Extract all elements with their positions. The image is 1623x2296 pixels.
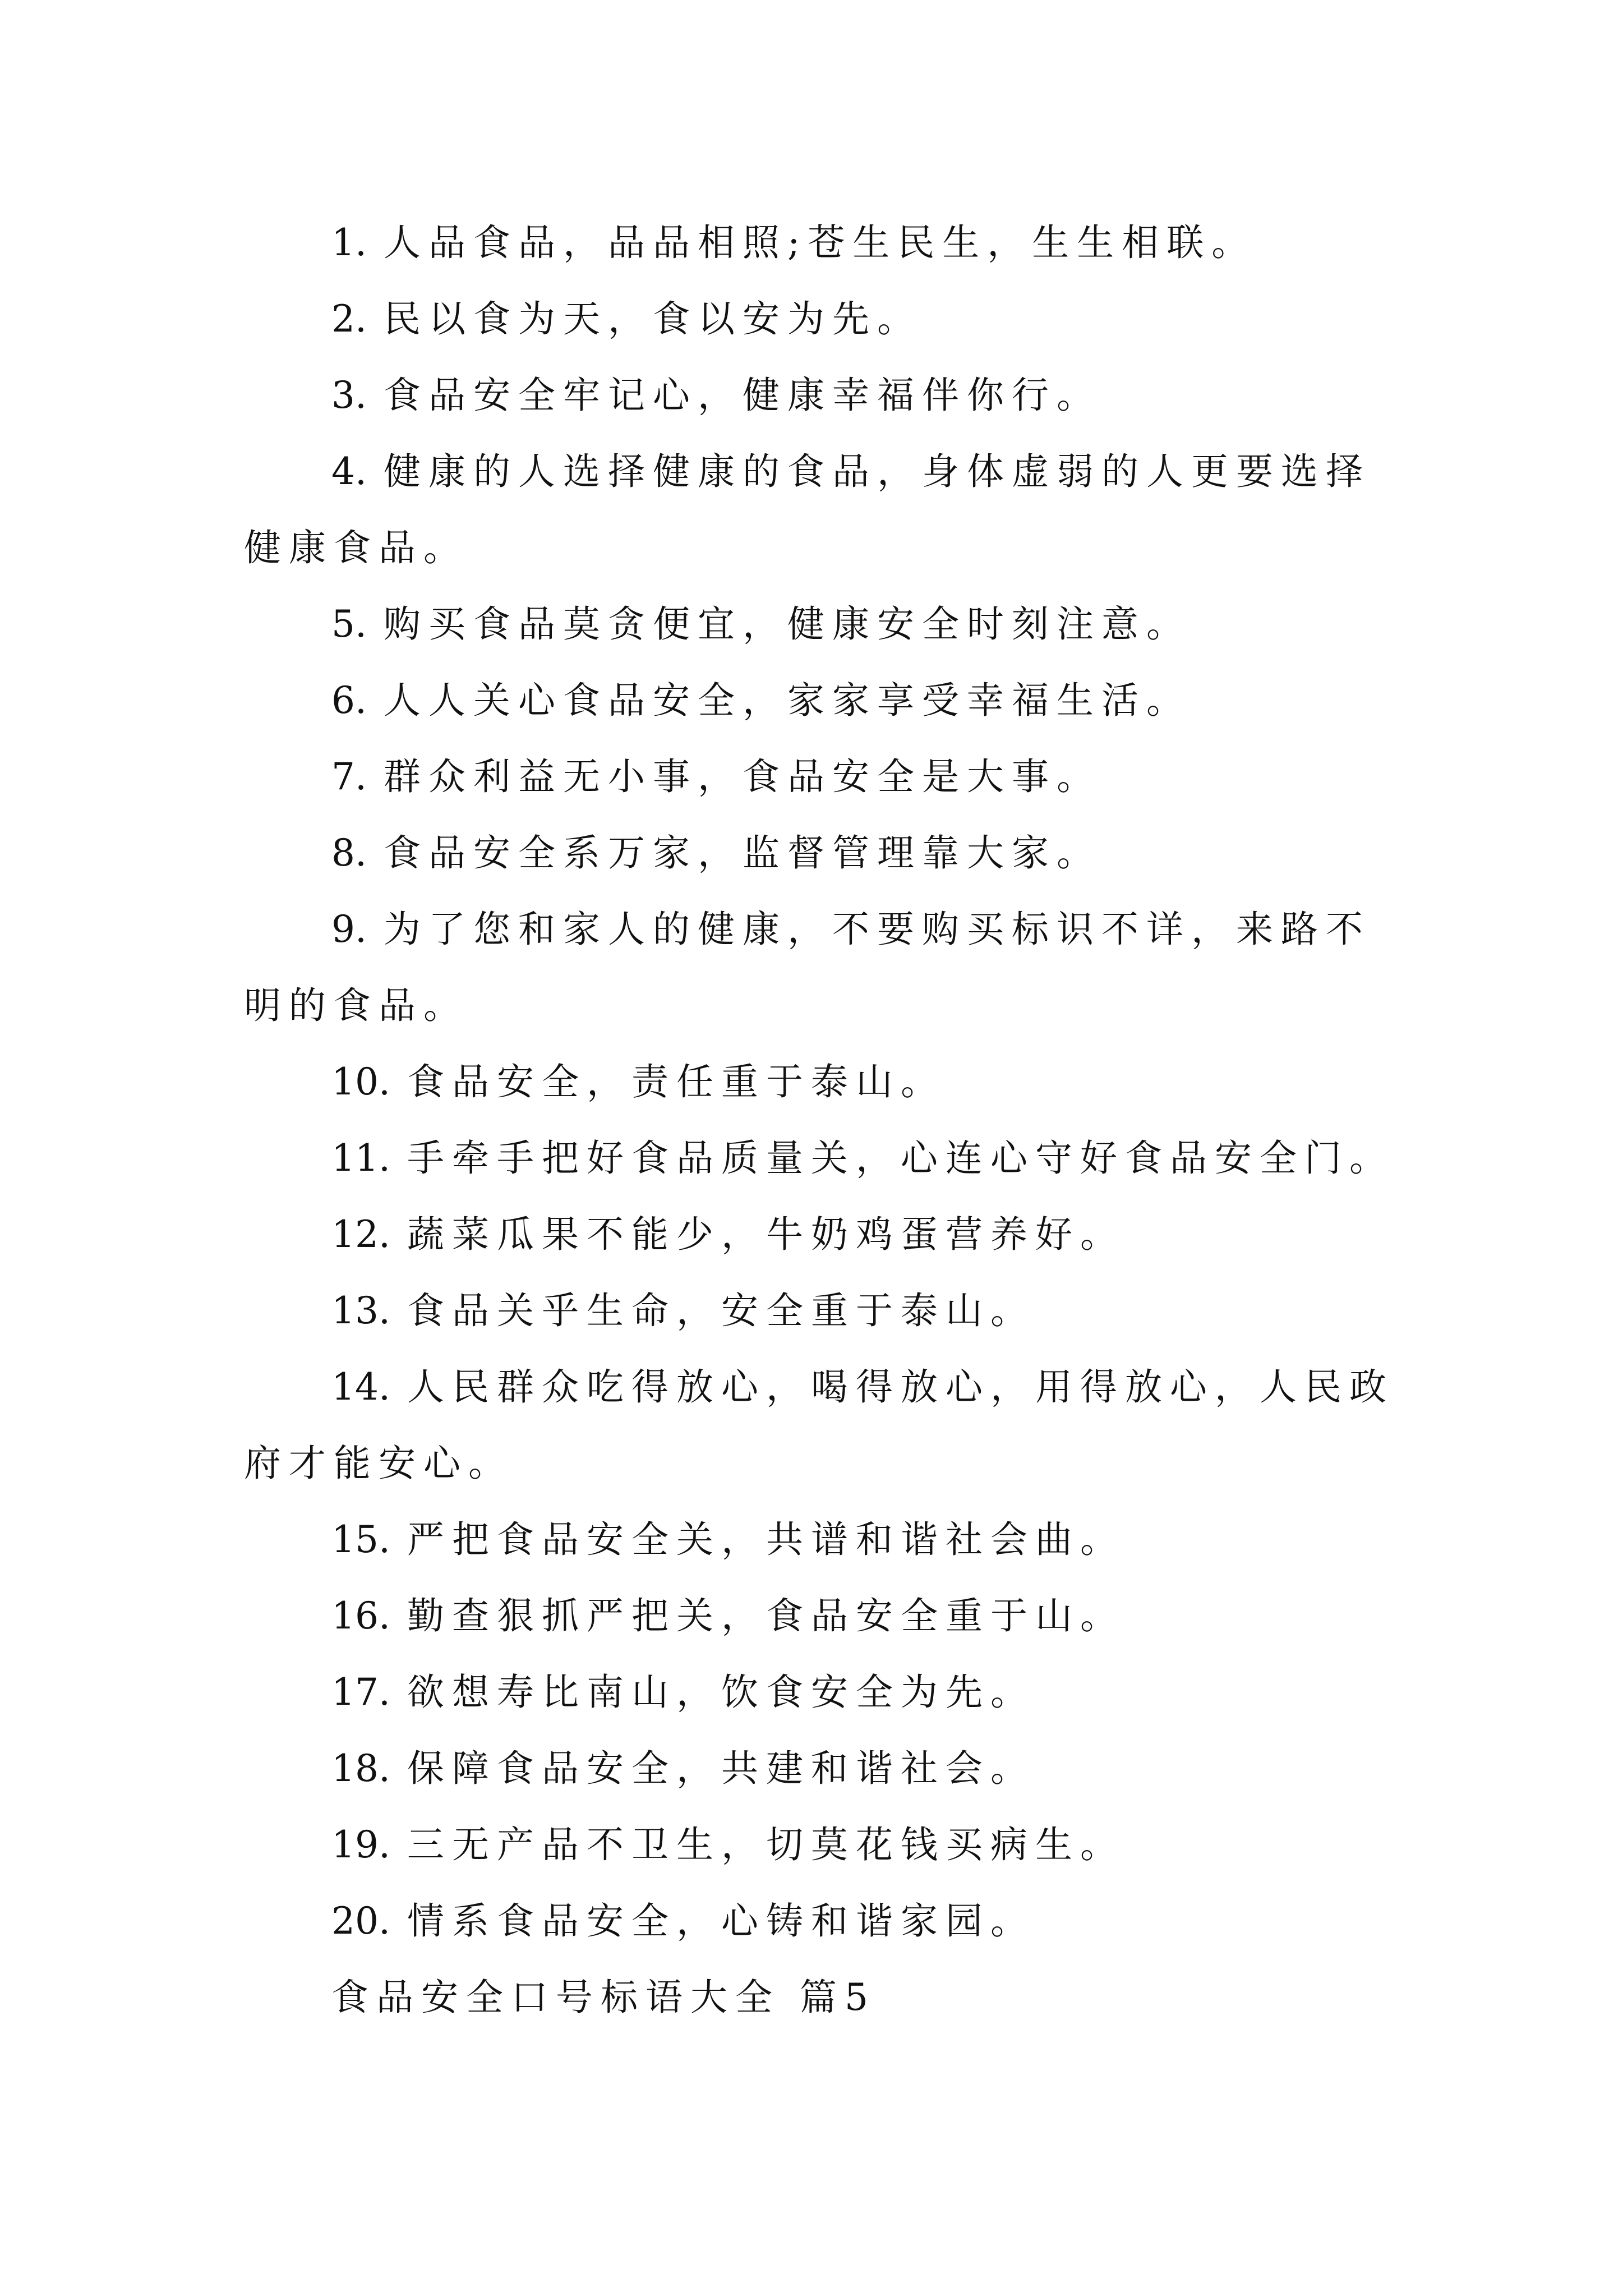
item-text: 食品安全，责任重于泰山。	[407, 1060, 946, 1103]
list-item	[244, 1120, 1405, 1197]
item-number: 12.	[331, 1213, 390, 1256]
list-item	[244, 1883, 1405, 1959]
list-item	[244, 1273, 1405, 1349]
list-item	[244, 1502, 1405, 1578]
list-item	[244, 1197, 1405, 1273]
item-number: 15.	[331, 1518, 390, 1561]
item-number: 4.	[331, 450, 367, 493]
list-item	[244, 1349, 1405, 1502]
list-item	[244, 891, 1405, 1044]
item-text: 食品安全系万家，监督管理靠大家。	[383, 831, 1101, 875]
list-item	[244, 662, 1405, 739]
item-text: 手牵手把好食品质量关，心连心守好食品安全门。	[407, 1137, 1394, 1180]
item-number: 2.	[331, 297, 367, 341]
item-text: 食品关乎生命，安全重于泰山。	[407, 1289, 1035, 1332]
list-item	[244, 739, 1405, 815]
item-number: 7.	[331, 755, 367, 798]
item-text: 人民群众吃得放心，喝得放心，用得放心，人民政府才能安心。	[244, 1365, 1394, 1485]
list-item	[244, 1044, 1405, 1120]
item-number: 20.	[331, 1899, 390, 1943]
list-item	[244, 281, 1405, 357]
item-number: 19.	[331, 1823, 390, 1866]
list-item	[244, 1731, 1405, 1807]
item-number: 3.	[331, 374, 367, 417]
item-text: 购买食品莫贪便宜，健康安全时刻注意。	[383, 602, 1191, 646]
item-text: 蔬菜瓜果不能少，牛奶鸡蛋营养好。	[407, 1213, 1125, 1256]
item-text: 人品食品，品品相照;苍生民生，生生相联。	[383, 221, 1257, 264]
item-number: 8.	[331, 831, 367, 875]
list-item	[244, 1578, 1405, 1654]
item-text: 为了您和家人的健康，不要购买标识不详，来路不明的食品。	[244, 908, 1371, 1027]
list-item	[244, 357, 1405, 434]
item-number: 1.	[331, 221, 367, 264]
item-text: 健康的人选择健康的食品，身体虚弱的人更要选择健康食品。	[244, 450, 1371, 569]
slogan-list	[244, 205, 1405, 2036]
item-text: 群众利益无小事，食品安全是大事。	[383, 755, 1101, 798]
item-text: 严把食品安全关，共谱和谐社会曲。	[407, 1518, 1125, 1561]
item-text: 欲想寿比南山，饮食安全为先。	[407, 1671, 1035, 1714]
item-text: 食品安全牢记心，健康幸福伴你行。	[383, 374, 1101, 417]
item-text: 勤查狠抓严把关，食品安全重于山。	[407, 1594, 1125, 1637]
list-item	[244, 434, 1405, 586]
item-text: 情系食品安全，心铸和谐家园。	[407, 1899, 1035, 1943]
item-number: 9.	[331, 908, 367, 951]
item-number: 14.	[331, 1365, 390, 1409]
item-number: 17.	[331, 1671, 390, 1714]
item-number: 11.	[331, 1137, 390, 1180]
list-item	[244, 815, 1405, 891]
item-text: 三无产品不卫生，切莫花钱买病生。	[407, 1823, 1125, 1866]
section-title: 食品安全口号标语大全 篇5	[331, 1976, 876, 2019]
item-number: 13.	[331, 1289, 390, 1332]
item-text: 民以食为天，食以安为先。	[383, 297, 922, 341]
item-text: 保障食品安全，共建和谐社会。	[407, 1747, 1035, 1790]
list-item	[244, 586, 1405, 662]
list-item	[244, 205, 1405, 281]
item-number: 5.	[331, 602, 367, 646]
item-number: 16.	[331, 1594, 390, 1637]
item-number: 18.	[331, 1747, 390, 1790]
item-text: 人人关心食品安全，家家享受幸福生活。	[383, 679, 1191, 722]
item-number: 6.	[331, 679, 367, 722]
list-item	[244, 1807, 1405, 1883]
list-item	[244, 1654, 1405, 1731]
item-number: 10.	[331, 1060, 390, 1103]
